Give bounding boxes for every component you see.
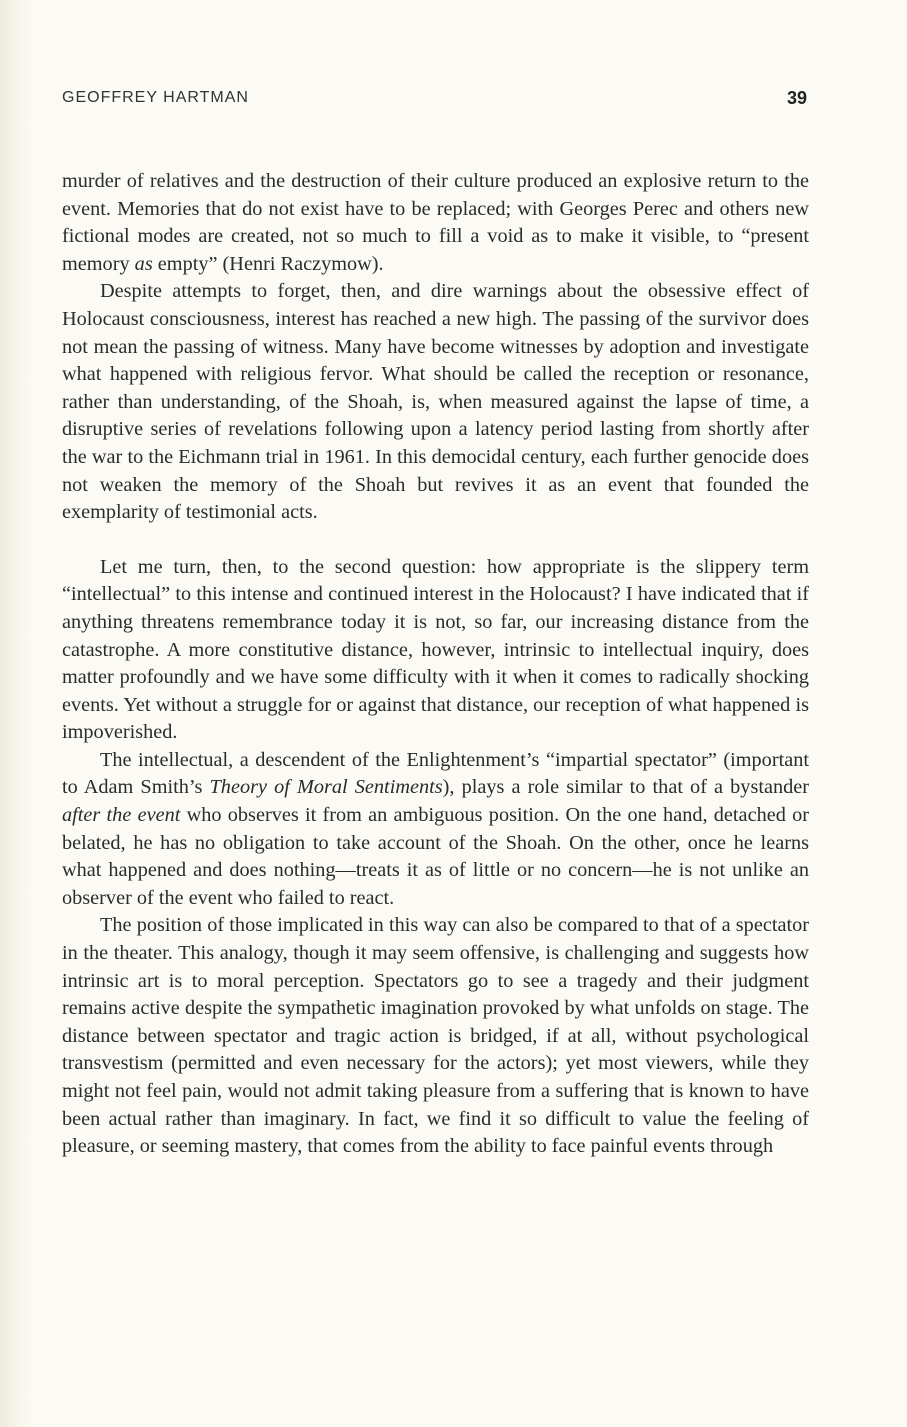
running-head-author: GEOFFREY HARTMAN xyxy=(62,89,249,106)
text-segment: The position of those implicated in this way can also be compared to that of a spectator in the theater. This analogy, though it may seem offensive, is challenging and suggests how intrinsic art is to moral perception. Spectators go to see a tragedy and their judgment remains active despite the sympathetic imagination provoked by what unfolds on stage. The distance between spectator and tragic action is bridged, if at all, without psychological transvestism (permitted and even necessary for the actors); yet most viewers, while they might not feel pain, would not admit taking pleasure from a suffering that is known to have been actual rather than imaginary. In fact, we find it so difficult to value the feeling of pleasure, or seeming mastery, that comes from the ability to face painful events through xyxy=(62,914,809,1158)
paragraph xyxy=(62,554,809,747)
page-gutter-shadow xyxy=(0,0,34,1427)
paragraph xyxy=(62,747,809,913)
text-segment: ), plays a role similar to that of a bystander xyxy=(442,776,810,799)
text-segment: Let me turn, then, to the second question: how appropriate is the slippery term “intellectual” to this intense and continued interest in the Holocaust? I have indicated that if anything threatens remembrance today it is not, so far, our increasing distance from the catastrophe. A more constitutive distance, however, intrinsic to intellectual inquiry, does matter profoundly and we have some difficulty with it when it comes to radically shocking events. Yet without a struggle for or against that distance, our reception of what happened is impoverished. xyxy=(62,555,809,744)
italic-segment: Theory of Moral Sentiments xyxy=(209,776,443,799)
text-segment: empty” (Henri Raczymow). xyxy=(152,252,384,275)
text-segment: The intellectual, a descendent of the Enlightenment’s “impartial spectator” (important to Adam Smith’s xyxy=(62,748,809,799)
text-segment: who observes it from an ambiguous position. On the one hand, detached or belated, he has no obligation to take account of the Shoah. On the other, once he learns what happened and does nothing—treats it as of little or no concern—he is not unlike an observer of the event who failed to react. xyxy=(62,804,809,909)
italic-segment: as xyxy=(134,252,153,275)
page-number: 39 xyxy=(786,88,807,108)
text-segment: Despite attempts to forget, then, and dire warnings about the obsessive effect of Holocaust consciousness, interest has reached a new high. The passing of the survivor does not mean the passing of witness. Many have become witnesses by adoption and investigate what happened with religious fervor. What should be called the reception or resonance, rather than understanding, of the Shoah, is, when measured against the lapse of time, a disruptive series of revelations following upon a latency period lasting from shortly after the war to the Eichmann trial in 1961. In this democidal century, each further genocide does not weaken the memory of the Shoah but revives it as an event that founded the exemplarity of testimonial acts. xyxy=(62,280,809,524)
paragraph xyxy=(62,168,809,278)
running-head xyxy=(62,89,807,113)
paragraph xyxy=(62,912,809,1160)
text-segment: murder of relatives and the destruction of their culture produced an explosive return to the event. Memories that do not exist have to be replaced; with Georges Perec and others new fictional modes are created, not so much to fill a void as to make it visible, to “present memory xyxy=(62,170,809,275)
italic-segment: after the event xyxy=(62,804,181,827)
paragraph xyxy=(62,278,809,526)
body-text xyxy=(62,168,809,1161)
